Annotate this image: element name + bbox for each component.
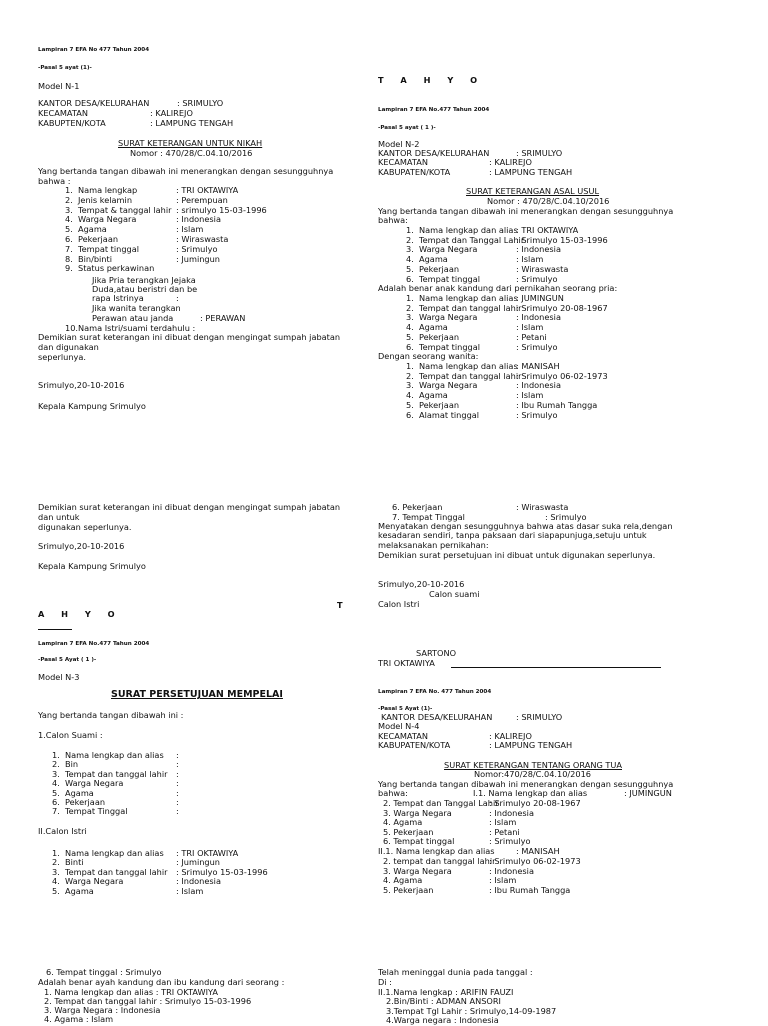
field-label: Status perkawinan: [78, 263, 155, 274]
field-value: : JUMINGUN: [516, 293, 564, 303]
field-label: Agama: [419, 322, 448, 333]
pasal: -Pasal 5 Ayat (1)-: [378, 706, 433, 712]
doc-title: SURAT KETERANGAN ASAL USUL: [466, 186, 600, 196]
field-value: : Srimulyo 15-03-1996: [516, 234, 608, 245]
field-number: 8.: [65, 253, 73, 264]
field-value: : srimulyo 15-03-1996: [176, 204, 267, 215]
date: Srimulyo,20-10-2016: [38, 380, 125, 390]
closing: Demikian surat keterangan ini dibuat dengan mengingat sumpah jabatan: [38, 332, 341, 342]
field-label: Jenis kelamin: [78, 194, 133, 205]
section-heading: Adalah benar anak kandung dari pernikahan seorang pria:: [378, 283, 618, 293]
field-value: : Jumingun: [176, 253, 220, 264]
status-note: Duda,atau beristri dan be: [92, 284, 198, 294]
field-number: 7.: [52, 806, 60, 817]
lampiran: Lampiran 7 EFA No.477 Tahun 2004: [378, 107, 490, 113]
intro-cont: bahwa :: [38, 176, 71, 186]
field-value: : Wiraswasta: [516, 263, 569, 274]
field-number: 5.: [52, 787, 60, 798]
field-value: : Srimulyo 20-08-1967: [516, 302, 608, 313]
death-line: Di :: [378, 977, 392, 987]
field-label: Agama: [419, 254, 448, 265]
field-number: 6.: [406, 341, 414, 352]
closing: seperlunya.: [38, 352, 87, 362]
field-label: Nama lengkap dan alias: [419, 293, 518, 303]
field-value: :: [176, 759, 179, 770]
kabupaten-value: : LAMPUNG TENGAH: [150, 118, 234, 128]
field-row: 1. Nama lengkap dan alias : TRI OKTAWIYA: [44, 987, 218, 997]
field-label: Tempat dan tanggal lahir: [419, 302, 522, 313]
field-label: Warga Negara: [419, 380, 478, 391]
field-label: Pekerjaan: [419, 331, 460, 342]
field-label: Pekerjaan: [65, 797, 106, 807]
model: Model N-4: [378, 721, 420, 731]
doc-number: Nomor : 470/28/C.04.10/2016: [487, 196, 610, 206]
field-label: Nama lengkap dan alias: [65, 848, 164, 858]
field-value: : Ibu Rumah Tangga: [489, 884, 571, 895]
section-heading: Adalah benar ayah kandung dan ibu kandung dari seorang :: [38, 977, 285, 987]
intro: Yang bertanda tangan dibawah ini menerangkan dengan sesungguhnya: [378, 206, 674, 216]
pasal: -Pasal 5 ayat ( 1 )-: [378, 125, 436, 131]
closing: dan digunakan: [38, 342, 99, 352]
field-number: 1.: [65, 185, 73, 195]
field-number: 5.: [406, 399, 414, 410]
field-number: 9.: [65, 263, 73, 274]
field-value: : TRI OKTAWIYA: [176, 185, 239, 195]
field-value: : MANISAH: [516, 846, 560, 856]
field-number: 7.: [65, 243, 73, 254]
kabupaten-label: KABUPATEN/KOTA: [378, 740, 451, 750]
field-label: Tempat dan tanggal lahir: [65, 768, 168, 779]
field-value: : JUMINGUN: [624, 788, 672, 798]
field-label: 3. Warga Negara: [383, 865, 452, 876]
field-label: Agama: [65, 787, 94, 798]
field-value: : Srimulyo: [545, 512, 587, 522]
field-label: Warga Negara: [65, 876, 124, 887]
field-value: : TRI OKTAWIYA: [516, 225, 579, 235]
closing: Demikian surat keterangan ini dibuat dengan mengingat sumpah jabatan: [38, 502, 341, 512]
field-number: 5.: [52, 885, 60, 896]
field-value: :: [176, 750, 179, 760]
death-line: 2.Bin/Binti : ADMAN ANSORI: [386, 996, 501, 1006]
field-number: 2.: [65, 194, 73, 205]
field-value: : Petani: [489, 826, 520, 837]
lampiran: Lampiran 7 EFA No 477 Tahun 2004: [38, 47, 150, 53]
intro: Yang bertanda tangan dibawah ini menerangkan dengan sesungguhnya: [378, 779, 674, 789]
bride-name: TRI OKTAWIYA: [378, 658, 435, 668]
field-value: : Indonesia: [516, 244, 561, 255]
field-label: Nama lengkap dan alias: [65, 750, 164, 760]
field-value: : Islam: [516, 390, 544, 401]
field-value: : TRI OKTAWIYA: [176, 848, 239, 858]
field-number: 1.: [406, 361, 414, 371]
field-number: 2.: [406, 234, 414, 245]
tahyo: A H Y O: [38, 609, 122, 619]
field-label: Bin: [65, 759, 79, 770]
field-row: 4. Agama : Islam: [44, 1014, 114, 1024]
field-row: 3. Warga Negara : Indonesia: [44, 1005, 161, 1015]
intro: Yang bertanda tangan dibawah ini :: [38, 710, 184, 720]
field-previous-spouse: 10.Nama Istri/suami terdahulu :: [65, 323, 196, 333]
field-number: 5.: [65, 224, 73, 235]
field-value: : Islam: [489, 817, 517, 828]
doc-number: Nomor : 470/28/C.04.10/2016: [130, 148, 253, 158]
bride-heading: II.Calon Istri: [38, 826, 87, 836]
field-number: 5.: [406, 331, 414, 342]
field-label: Tempat dan Tanggal Lahir: [419, 234, 525, 245]
kecamatan-value: : KALIREJO: [489, 157, 532, 167]
field-label: 6. Pekerjaan: [392, 502, 443, 512]
field-label: Tempat & tanggal lahir: [78, 204, 172, 215]
field-value: : Perempuan: [176, 194, 228, 205]
field-number: 2.: [406, 370, 414, 381]
kecamatan-value: : KALIREJO: [489, 731, 532, 741]
status-value: : PERAWAN: [200, 313, 246, 323]
field-number: 3.: [65, 204, 73, 215]
field-label: Binti: [65, 857, 84, 868]
status-value: :: [176, 293, 179, 303]
field-number: 4.: [52, 778, 60, 789]
field-value: : Srimulyo 20-08-1967: [489, 798, 581, 808]
model: Model N-1: [38, 81, 80, 91]
death-line: II.1.Nama lengkap : ARIFIN FAUZI: [378, 987, 514, 997]
field-value: : Srimulyo: [516, 273, 558, 284]
divider: [38, 629, 72, 630]
field-number: 3.: [406, 312, 414, 323]
field-number: 2.: [406, 302, 414, 313]
field-label: Tempat tinggal: [419, 341, 481, 352]
field-value: : MANISAH: [516, 361, 560, 371]
field-number: 4.: [406, 390, 414, 401]
signatory: Kepala Kampung Srimulyo: [38, 401, 146, 411]
section-heading: Dengan seorang wanita:: [378, 351, 479, 361]
field-label: 6. Tempat tinggal: [383, 836, 455, 847]
field-label: Tempat dan tanggal lahir: [419, 370, 522, 381]
field-label: I.1. Nama lengkap dan alias: [473, 788, 588, 798]
kantor-value: : SRIMULYO: [516, 148, 563, 158]
status-note: Jika wanita terangkan: [92, 303, 181, 313]
field-number: 5.: [406, 263, 414, 274]
lampiran: Lampiran 7 EFA No.477 Tahun 2004: [38, 641, 150, 647]
death-line: 3.Tempat Tgl Lahir : Srimulyo,14-09-1987: [386, 1006, 557, 1016]
field-number: 4.: [52, 876, 60, 887]
field-label: 5. Pekerjaan: [383, 826, 434, 837]
field-number: 1.: [52, 750, 60, 760]
field-value: : Indonesia: [516, 312, 561, 323]
field-value: : Srimulyo: [489, 836, 531, 847]
kecamatan-label: KECAMATAN: [378, 157, 428, 167]
field-number: 3.: [406, 380, 414, 391]
field-row: 2. Tempat dan tanggal lahir : Srimulyo 15-03-1996: [44, 996, 252, 1006]
field-value: :: [176, 797, 179, 807]
death-line: 4.Warga negara : Indonesia: [386, 1015, 499, 1025]
field-label: Agama: [78, 224, 107, 235]
closing: dan untuk: [38, 512, 80, 522]
field-number: 2.: [52, 857, 60, 868]
field-number: 2.: [52, 759, 60, 770]
field-value: : Wiraswasta: [176, 234, 229, 244]
kantor-label: KANTOR DESA/KELURAHAN: [38, 98, 150, 108]
field-number: 4.: [65, 214, 73, 225]
kantor-value: : SRIMULYO: [177, 98, 224, 108]
kantor-label: KANTOR DESA/KELURAHAN: [378, 148, 490, 158]
field-value: : Indonesia: [176, 876, 221, 887]
doc-title: SURAT KETERANGAN TENTANG ORANG TUA: [444, 760, 622, 770]
status-note: Jika Pria terangkan Jejaka: [92, 275, 196, 285]
kantor-label: KANTOR DESA/KELURAHAN: [381, 712, 493, 722]
tahyo-t: T: [337, 600, 343, 610]
field-value: : Srimulyo: [176, 243, 218, 254]
kabupaten-label: KABUPATEN/KOTA: [378, 167, 451, 177]
field-residence: 6. Tempat tinggal : Srimulyo: [46, 967, 162, 977]
statement: melaksanakan pernikahan:: [378, 540, 489, 550]
field-number: 3.: [52, 866, 60, 877]
field-label: Pekerjaan: [78, 234, 119, 244]
field-label: 4. Agama: [383, 875, 423, 886]
field-label: Nama lengkap dan alias: [419, 361, 518, 371]
doc-number: Nomor:470/28/C.04.10/2016: [474, 769, 592, 779]
model: Model N-2: [378, 139, 420, 149]
field-number: 3.: [52, 768, 60, 779]
field-number: 6.: [52, 797, 60, 807]
kecamatan-label: KECAMATAN: [378, 731, 428, 741]
kecamatan-value: : KALIREJO: [150, 108, 193, 118]
field-number: 4.: [406, 254, 414, 265]
field-value: : Wiraswasta: [516, 502, 569, 512]
intro-cont: bahwa:: [378, 215, 408, 225]
field-label: Agama: [419, 390, 448, 401]
field-label: 3. Warga Negara: [383, 807, 452, 818]
lampiran: Lampiran 7 EFA No. 477 Tahun 2004: [378, 689, 492, 695]
field-value: : Srimulyo 06-02-1973: [489, 856, 581, 866]
field-value: : Srimulyo 15-03-1996: [176, 866, 268, 877]
field-label: Nama lengkap: [78, 185, 138, 195]
pasal: -Pasal 5 ayat (1)-: [38, 65, 92, 71]
status-note: rapa Istrinya: [92, 293, 144, 303]
field-number: 3.: [406, 244, 414, 255]
status-note: Perawan atau janda: [92, 313, 174, 323]
kabupaten-label: KABUPTEN/KOTA: [38, 118, 106, 128]
statement: Demikian surat persetujuan ini dibuat untuk digunakan seperlunya.: [378, 550, 656, 560]
statement: Menyatakan dengan sesungguhnya bahwa atas dasar suka rela,dengan: [378, 521, 673, 531]
groom-label: Calon suami: [429, 589, 480, 599]
intro: Yang bertanda tangan dibawah ini menerangkan dengan sesungguhnya: [38, 166, 334, 176]
date: Srimulyo,20-10-2016: [38, 541, 125, 551]
field-number: 6.: [406, 409, 414, 420]
field-value: : Srimulyo 06-02-1973: [516, 370, 608, 381]
field-value: : Islam: [516, 254, 544, 265]
kabupaten-value: : LAMPUNG TENGAH: [489, 740, 573, 750]
groom-name: SARTONO: [416, 648, 457, 658]
intro-cont: bahwa:: [378, 788, 408, 798]
field-value: : Islam: [516, 322, 544, 333]
field-label: Bin/binti: [78, 253, 112, 264]
field-label: Pekerjaan: [419, 263, 460, 274]
kabupaten-value: : LAMPUNG TENGAH: [489, 167, 573, 177]
field-label: Alamat tinggal: [419, 409, 480, 420]
field-number: 1.: [406, 225, 414, 235]
doc-title: SURAT KETERANGAN UNTUK NIKAH: [118, 138, 263, 148]
field-label: Tempat dan tanggal lahir: [65, 866, 168, 877]
pasal: -Pasal 5 Ayat ( 1 )-: [38, 657, 97, 663]
field-value: : Indonesia: [489, 807, 534, 818]
field-value: : Islam: [489, 875, 517, 886]
field-label: 2. Tempat dan Tanggal Lahir: [383, 798, 499, 808]
closing: digunakan seperlunya.: [38, 522, 132, 532]
field-number: 6.: [406, 273, 414, 284]
bride-label: Calon Istri: [378, 599, 420, 609]
kecamatan-label: KECAMATAN: [38, 108, 88, 118]
field-value: : Ibu Rumah Tangga: [516, 399, 598, 410]
field-label: Pekerjaan: [419, 399, 460, 410]
field-value: : Jumingun: [176, 857, 220, 868]
model: Model N-3: [38, 672, 80, 682]
field-label: 5. Pekerjaan: [383, 884, 434, 895]
field-label: Nama lengkap dan alias: [419, 225, 518, 235]
field-value: : Indonesia: [489, 865, 534, 876]
field-label: II.1. Nama lengkap dan alias: [378, 846, 495, 856]
field-number: 1.: [406, 293, 414, 303]
field-label: 7. Tempat Tinggal: [392, 512, 465, 522]
field-label: 4. Agama: [383, 817, 423, 828]
date: Srimulyo,20-10-2016: [378, 579, 465, 589]
signatory: Kepala Kampung Srimulyo: [38, 561, 146, 571]
field-label: Tempat tinggal: [419, 273, 481, 284]
field-label: 2. tempat dan tanggal lahir: [383, 856, 496, 866]
field-number: 1.: [52, 848, 60, 858]
field-label: Warga Negara: [78, 214, 137, 225]
field-value: : Islam: [176, 885, 204, 896]
field-value: :: [176, 787, 179, 798]
field-value: : Petani: [516, 331, 547, 342]
field-label: Warga Negara: [65, 778, 124, 789]
field-value: :: [176, 806, 179, 817]
field-value: : Islam: [176, 224, 204, 235]
field-value: : Indonesia: [516, 380, 561, 391]
field-label: Tempat tinggal: [78, 243, 140, 254]
kantor-value: : SRIMULYO: [516, 712, 563, 722]
field-value: :: [176, 778, 179, 789]
field-label: Warga Negara: [419, 312, 478, 323]
statement: kesadaran sendiri, tanpa paksaan dari siapapunjuga,setuju untuk: [378, 530, 647, 540]
field-number: 4.: [406, 322, 414, 333]
field-value: : Srimulyo: [516, 341, 558, 352]
field-value: : Indonesia: [176, 214, 221, 225]
field-value: : Srimulyo: [516, 409, 558, 420]
field-label: Warga Negara: [419, 244, 478, 255]
field-label: Tempat Tinggal: [65, 806, 128, 817]
field-value: :: [176, 768, 179, 779]
groom-heading: 1.Calon Suami :: [38, 730, 103, 740]
tahyo: T A H Y O: [378, 75, 485, 85]
signature-line: [451, 667, 661, 668]
field-label: Agama: [65, 885, 94, 896]
field-number: 6.: [65, 234, 73, 244]
death-line: Telah meninggal dunia pada tanggal :: [378, 967, 533, 977]
doc-title: SURAT PERSETUJUAN MEMPELAI: [111, 689, 283, 700]
